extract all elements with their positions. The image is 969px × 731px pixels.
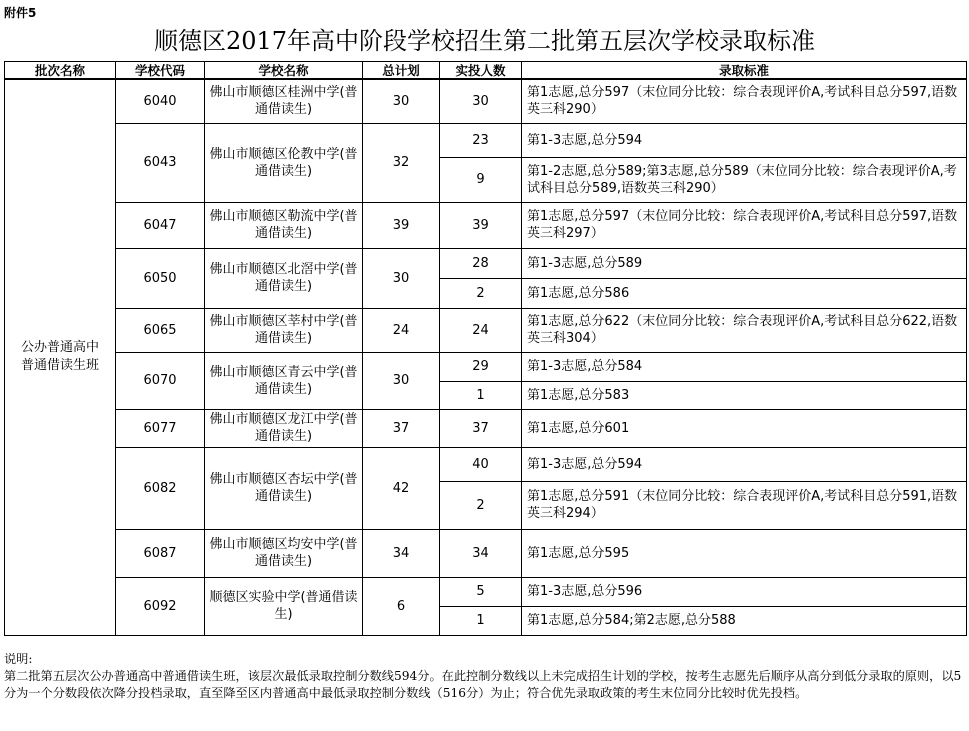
enrolled-count: 23 (440, 123, 522, 157)
table-row (5, 352, 967, 381)
table-row (5, 447, 967, 481)
header-plan: 总计划 (363, 62, 440, 80)
plan-total: 30 (363, 352, 440, 409)
enrolled-count: 28 (440, 248, 522, 278)
plan-total: 37 (363, 409, 440, 447)
plan-total: 30 (363, 248, 440, 308)
admission-standard: 第1志愿,总分595 (522, 529, 967, 577)
school-name: 佛山市顺德区莘村中学(普通借读生) (205, 308, 363, 352)
school-name: 佛山市顺德区杏坛中学(普通借读生) (205, 447, 363, 529)
header-school: 学校名称 (205, 62, 363, 80)
school-code: 6047 (116, 202, 205, 248)
enrolled-count: 24 (440, 308, 522, 352)
admission-standard: 第1-3志愿,总分584 (522, 352, 967, 381)
table-row (5, 529, 967, 577)
school-name: 佛山市顺德区伦教中学(普通借读生) (205, 123, 363, 202)
admission-standard: 第1志愿,总分583 (522, 381, 967, 409)
enrolled-count: 29 (440, 352, 522, 381)
table-row (5, 123, 967, 157)
header-count: 实投人数 (440, 62, 522, 80)
admission-standard: 第1志愿,总分584;第2志愿,总分588 (522, 606, 967, 635)
school-name: 佛山市顺德区均安中学(普通借读生) (205, 529, 363, 577)
school-code: 6043 (116, 123, 205, 202)
school-name: 佛山市顺德区青云中学(普通借读生) (205, 352, 363, 409)
enrolled-count: 34 (440, 529, 522, 577)
school-name: 佛山市顺德区桂洲中学(普通借读生) (205, 79, 363, 123)
school-code: 6070 (116, 352, 205, 409)
plan-total: 30 (363, 79, 440, 123)
enrolled-count: 9 (440, 157, 522, 202)
batch-name: 公办普通高中普通借读生班 (20, 340, 99, 374)
enrolled-count: 30 (440, 79, 522, 123)
school-name: 佛山市顺德区龙江中学(普通借读生) (205, 409, 363, 447)
notes-label: 说明: (4, 652, 33, 666)
enrolled-count: 40 (440, 447, 522, 481)
admission-standard: 第1志愿,总分597（末位同分比较：综合表现评价A,考试科目总分597,语数英三科297） (522, 202, 967, 248)
plan-total: 34 (363, 529, 440, 577)
admission-standard: 第1-3志愿,总分594 (522, 123, 967, 157)
notes-text: 第二批第五层次公办普通高中普通借读生班，该层次最低录取控制分数线594分。在此控制分数线以上未完成招生计划的学校，按考生志愿先后顺序从高分到低分录取的原则，以5分为一个分数段依次降分投档录取，直至降至区内普通高中最低录取控制分数线（516分）为止；符合优先录取政策的考生末位同分比较时优先投档。 (4, 669, 962, 700)
enrolled-count: 1 (440, 606, 522, 635)
admission-standard: 第1志愿,总分586 (522, 278, 967, 308)
school-code: 6082 (116, 447, 205, 529)
school-code: 6050 (116, 248, 205, 308)
page-title: 顺德区2017年高中阶段学校招生第二批第五层次学校录取标准 (153, 27, 816, 55)
header-standard: 录取标准 (522, 62, 967, 80)
admission-standard: 第1-3志愿,总分594 (522, 447, 967, 481)
enrolled-count: 5 (440, 577, 522, 606)
school-code: 6087 (116, 529, 205, 577)
table-header-row (5, 62, 967, 80)
enrolled-count: 37 (440, 409, 522, 447)
table-row (5, 577, 967, 606)
school-code: 6092 (116, 577, 205, 635)
header-code: 学校代码 (116, 62, 205, 80)
enrolled-count: 2 (440, 481, 522, 529)
enrolled-count: 2 (440, 278, 522, 308)
batch-name-cell (5, 79, 116, 635)
school-code: 6065 (116, 308, 205, 352)
admission-standard: 第1志愿,总分597（末位同分比较：综合表现评价A,考试科目总分597,语数英三科290） (522, 79, 967, 123)
plan-total: 42 (363, 447, 440, 529)
admission-standard: 第1-3志愿,总分596 (522, 577, 967, 606)
table-row (5, 248, 967, 278)
admission-standard: 第1-3志愿,总分589 (522, 248, 967, 278)
admission-standard: 第1志愿,总分591（末位同分比较：综合表现评价A,考试科目总分591,语数英三科294） (522, 481, 967, 529)
enrolled-count: 39 (440, 202, 522, 248)
admission-standard: 第1志愿,总分601 (522, 409, 967, 447)
plan-total: 39 (363, 202, 440, 248)
table-row (5, 409, 967, 447)
attachment-label: 附件5 (4, 6, 37, 20)
header-batch: 批次名称 (5, 62, 116, 80)
plan-total: 24 (363, 308, 440, 352)
school-code: 6077 (116, 409, 205, 447)
plan-total: 32 (363, 123, 440, 202)
plan-total: 6 (363, 577, 440, 635)
table-row (5, 202, 967, 248)
table-row (5, 79, 967, 123)
enrolled-count: 1 (440, 381, 522, 409)
school-name: 顺德区实验中学(普通借读生) (205, 577, 363, 635)
admission-standard: 第1志愿,总分622（末位同分比较：综合表现评价A,考试科目总分622,语数英三科304） (522, 308, 967, 352)
school-name: 佛山市顺德区勒流中学(普通借读生) (205, 202, 363, 248)
admission-table (4, 61, 967, 636)
school-code: 6040 (116, 79, 205, 123)
school-name: 佛山市顺德区北滘中学(普通借读生) (205, 248, 363, 308)
admission-standard: 第1-2志愿,总分589;第3志愿,总分589（末位同分比较：综合表现评价A,考试科目总分589,语数英三科290） (522, 157, 967, 202)
notes-section (4, 651, 966, 702)
table-row (5, 308, 967, 352)
